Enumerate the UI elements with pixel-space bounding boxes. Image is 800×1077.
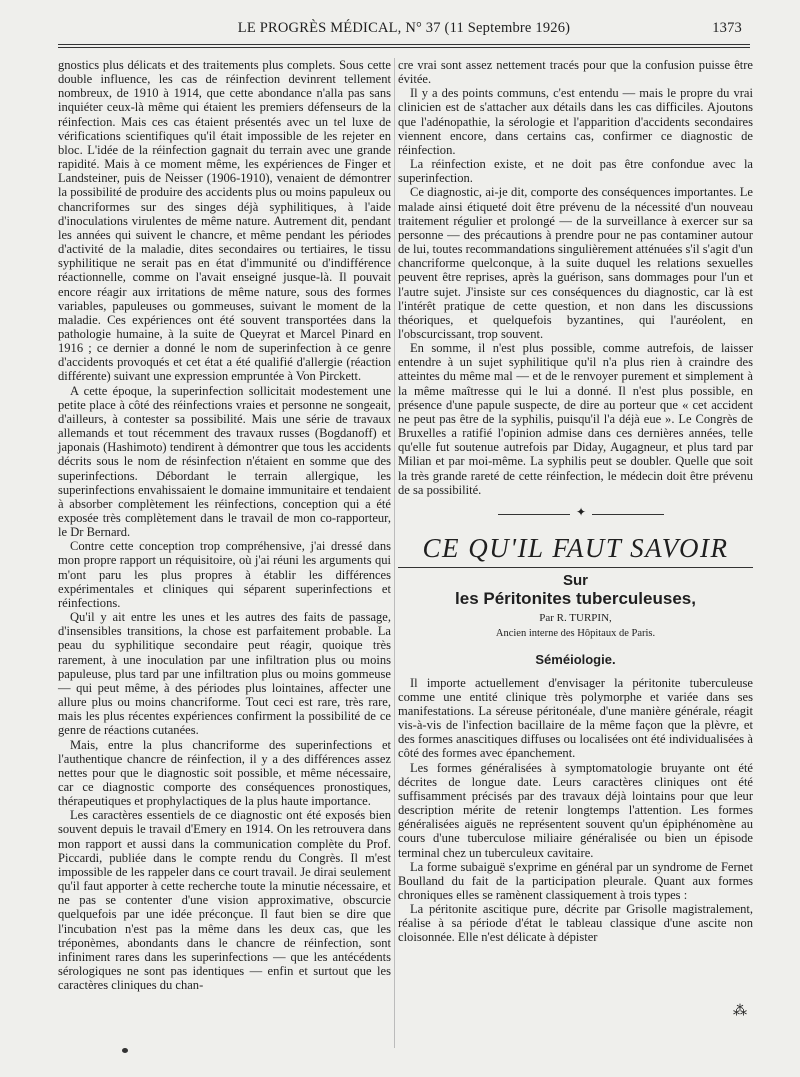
section-title: CE QU'IL FAUT SAVOIR (422, 532, 729, 563)
paragraph: Contre cette conception trop compréhensive, j'ai dressé dans mon propre rapport un réquisitoire, où j'ai réuni les arguments qui m'ont paru les plus propres à établir les différences expérimentales et cliniques qui séparent superinfections et réinfections. (58, 539, 391, 610)
article-sur: Sur (562, 571, 588, 589)
header-rule-bottom (58, 47, 750, 48)
paragraph: Mais, entre la plus chancriforme des superinfections et l'authentique chancre de réinfection, il y a des différences assez nettes pour que le diagnostic soit possible, et même nécessaire, car ce diagnostic comporte des conséquences pronostiques, thérapeutiques et prophylactiques de la plus haute importance. (58, 737, 391, 809)
article-subheading: Séméiologie. (535, 652, 616, 668)
article-title: les Péritonites tuberculeuses, (455, 589, 696, 608)
ornament-icon: ✦ (575, 504, 587, 519)
running-header (58, 18, 750, 40)
journal-title: LE PROGRÈS MÉDICAL, N° 37 (11 Septembre 1926) (237, 20, 571, 36)
header-rule-top (58, 44, 750, 45)
paragraph: Les caractères essentiels de ce diagnostic ont été exposés bien souvent depuis le travail d'Emery en 1914. On les retrouvera dans mon rapport et aussi dans la communication complète du Prof. Piccardi, publiée dans le compte rendu du Congrès. Il m'est impossible de les rappeler dans ce court travail. Je dirai seulement qu'il faut apporter à cette recherche toute la minutie nécessaire, et ne pas se contenter d'une vision approximative, obscurcie quelquefois par une idée préconçue. Il faut bien se dire que l'incubation n'est pas la même dans les deux cas, que les tréponèmes, abondants dans le chancre de réinfection, sont infiniment rares dans les superinfections — que les antécédents sérologiques ne sont pas identiques — enfin et surtout que les caractères cliniques du chan- (58, 808, 391, 993)
ornament-line-right (592, 514, 664, 515)
left-column (58, 58, 391, 992)
paragraph: gnostics plus délicats et des traitements plus complets. Sous cette double influence, les cas de réinfection devinrent tellement nombreux, de 1910 à 1914, que cette abondance n'alla pas sans inquiéter ceux-là même qui étaient les premiers défenseurs de la réinfection. Mais ces cas étaient présentés avec un tel luxe de vérifications scientifiques qu'il était impossible de les rejeter en bloc. L'idée de la réinfection gagnait du terrain avec une grande rapidité. Mais à ce moment même, les expériences de Finger et Landsteiner, puis de Neisser (1906-1910), venaient de démontrer la possibilité de produire des accidents plus ou moins papuleux ou chancriformes sur des singes déjà syphilitiques, à l'aide d'inoculations virulentes de même nature. Autrement dit, pendant les années qui suivent le chancre, et même pendant les périodes d'activité de la maladie, dites secondaires ou tertiaires, le tissu syphilitique ne serait pas en état d'immunité ou d'indifférence réactionnelle, comme on l'avait enseigné jusque-là. Il pouvait encore réagir aux irritations de même nature, sous des formes variables, papuleuses ou gommeuses, suivant le moment de la maladie. Ces expériences ont été souvent transportées dans la pathologie humaine, à la suite de Queyrat et Marcel Pinard en 1916 ; ce dernier a donné le nom de superinfection à ce genre d'accidents provoqués et cet état a été qualifié d'allergie (réaction différente) suivant une expression empruntée à Von Pirckett. (58, 58, 391, 384)
paragraph: A cette époque, la superinfection sollicitait modestement une petite place à côté des réinfections vraies et personne ne songeait, d'ailleurs, à contester sa possibilité. Mais une série de travaux allemands et tout récemment des travaux russes (Bogdanoff) et japonais (Hashimoto) tendirent à démontrer que tous les accidents décrits sous le nom de résinfection n'étaient en somme que des superinfections. Débordant le terrain allergique, les superinfections envahissaient le domaine immunitaire et tendaient à absorber complètement les réinfections, conception qui a été exposée très complètement dans le travail de mon co-rapporteur, le Dr Bernard. (58, 383, 391, 540)
paragraph: Les formes généralisées à symptomatologie bruyante ont été décrites de longue date. Leurs caractères cliniques ont été suffisamment précisés par des travaux déjà lointains pour que leur description mérite de retenir longtemps l'attention. Les formes généralisées aiguës ne représentent souvent qu'un épiphénomène au cours d'une tuberculose miliaire généralisée ou bien un épisode terminal chez un tuberculeux cavitaire. (398, 760, 753, 860)
paragraph: En somme, il n'est plus possible, comme autrefois, de laisser entendre à un sujet syphilitique qu'il n'a plus rien à craindre des atteintes du même mal — et de le renvoyer purement et simplement à la même maîtresse qui le lui a donné. Il n'est plus possible, en présence d'une papule suspecte, de dire au porteur que « cet accident ne peut pas être de la syphilis, puisqu'il l'a déjà eue ». Le Congrès de Bruxelles a ratifié l'opinion admise dans ces dernières années, telle qu'elle fut soutenue autrefois par Diday, Augagneur, et plus tard par Milian et par moi-même. La syphilis peut se doubler. Quelle que soit la très grande rareté de cette réinfection, le médecin doit être prévenu de sa possibilité. (398, 341, 753, 497)
paragraph: Il importe actuellement d'envisager la péritonite tuberculeuse comme une entité clinique très polymorphe et variée dans ses manifestations. La séreuse péritonéale, d'une manière générale, réagit vis-à-vis de l'infection bacillaire de la même façon que la plèvre, et des formes anascitiques diffuses ou localisées ont été individualisées à côté des formes avec épanchement. (398, 675, 753, 761)
ornament-line-left (498, 514, 570, 515)
paragraph: Il y a des points communs, c'est entendu — mais le propre du vrai clinicien est de s'attacher aux détails dans les cas difficiles. Ajoutons que l'adénopathie, la sérologie et l'apparition d'accidents secondaires viennent encore, dans certains cas, confirmer ce diagnostic de réinfection. (398, 86, 753, 157)
page-number: 1373 (712, 20, 742, 36)
right-column (398, 58, 753, 945)
ink-dot (122, 1048, 128, 1053)
paragraph: La forme subaiguë s'exprime en général par un syndrome de Fernet Boulland du fait de la participation pleurale. Quant aux formes chroniques elles se ramènent classiquement à trois types : (398, 859, 753, 902)
paragraph: La péritonite ascitique pure, décrite par Grisolle magistralement, réalise à sa période d'état le tableau classique d'une ascite non cloisonnée. Elle n'est délicate à dépister (398, 902, 753, 945)
paragraph: Qu'il y ait entre les unes et les autres des faits de passage, d'insensibles transitions, la chose est parfaitement probable. La peau du syphilitique secondaire peut réagir, quoique très rarement, à une inoculation par une infiltration plus ou moins papuleuse, plus tard par une infiltration plus ou moins gommeuse — qui peut même, à des périodes plus lointaines, affecter une allure plus ou moins chancriforme. Tout ceci est rare, très rare, mais les plus récentes expériences confirment la possibilité de ce genre de réactions cutanées. (58, 610, 391, 738)
asterism-mark: ⁂ (733, 1004, 747, 1019)
section-title-rule (398, 567, 753, 568)
section-ornament (398, 504, 753, 521)
paragraph: cre vrai sont assez nettement tracés pour que la confusion puisse être évitée. (398, 58, 753, 87)
article-byline: Par R. TURPIN, (539, 612, 612, 625)
paragraph: Ce diagnostic, ai-je dit, comporte des conséquences importantes. Le malade ainsi étiqueté doit être prévenu de la nécessité d'un nouveau traitement régulier et prolongé — de la surveillance à exercer sur sa personne — des précautions à prendre pour ne pas contaminer autour de lui, toutes recommandations singulièrement atténuées s'il s'agit d'un chancriforme quelconque, à la suite duquel les relations sexuelles peuvent être reprises, après la guérison, sans dommages pour l'un et l'autre sujet. J'insiste sur ces conséquences du diagnostic, car là est l'intérêt pratique de cette question, et non dans les discussions théoriques, et quelquefois byzantines, qui l'auréolent, en l'obscurcissant, trop souvent. (398, 185, 753, 341)
paragraph: La réinfection existe, et ne doit pas être confondue avec la superinfection. (398, 157, 753, 186)
author-affiliation: Ancien interne des Hôpitaux de Paris. (495, 628, 656, 640)
column-divider (394, 58, 395, 1048)
